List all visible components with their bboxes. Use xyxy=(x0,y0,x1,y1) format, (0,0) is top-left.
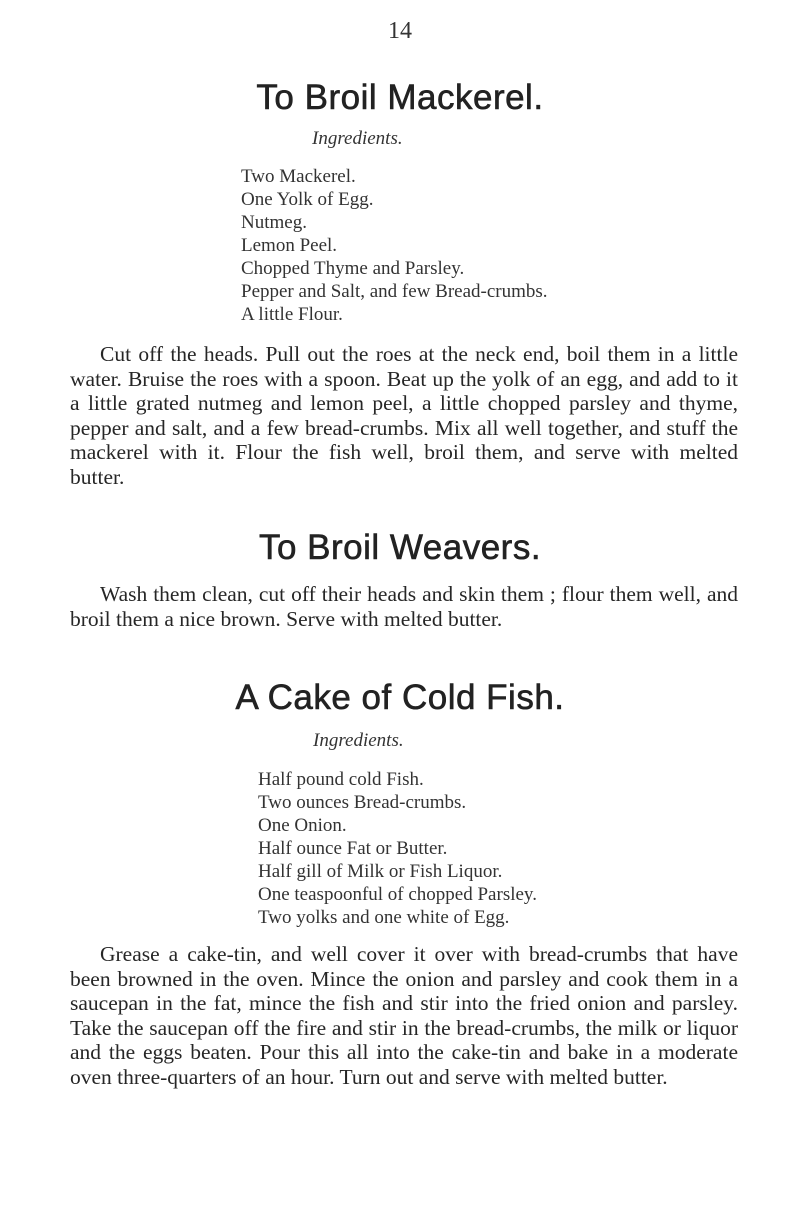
method-paragraph-mackerel: Cut off the heads. Pull out the roes at the neck end, boil them in a little water. Bruise the roes with a spoon. Beat up the yolk of an egg, and add to it a little grated nutmeg and lemon peel, a little chopped parsley and thyme, pepper and salt, and a few bread-crumbs. Mix all well together, and stuff the mackerel with it. Flour the fish well, broil them, and serve with melted butter. xyxy=(70,342,738,489)
recipe-title-broil-mackerel: To Broil Mackerel. xyxy=(256,78,544,117)
recipe-title-broil-weavers: To Broil Weavers. xyxy=(258,528,542,567)
ingredient-list-mackerel xyxy=(241,165,548,326)
ingredients-heading: Ingredients. xyxy=(313,730,404,751)
ingredient-item: Nutmeg. xyxy=(241,212,307,233)
ingredients-heading: Ingredients. xyxy=(312,128,403,149)
ingredient-item: Pepper and Salt, and few Bread-crumbs. xyxy=(241,281,548,302)
method-paragraph-cold-fish: Grease a cake-tin, and well cover it over with bread-crumbs that have been browned in the oven. Mince the onion and parsley and cook them in a saucepan in the fat, mince the fish and stir into the fried onion and parsley. Take the saucepan off the fire and stir in the bread-crumbs, the milk or liquor and the eggs beaten. Pour this all into the cake-tin and bake in a moderate oven three-quarters of an hour. Turn out and serve with melted butter. xyxy=(70,942,738,1089)
ingredient-item: Half pound cold Fish. xyxy=(258,769,424,790)
ingredient-item: Two Mackerel. xyxy=(241,166,356,187)
method-paragraph-weavers: Wash them clean, cut off their heads and skin them ; flour them well, and broil them a nice brown. Serve with melted butter. xyxy=(70,582,738,631)
ingredient-item: Half gill of Milk or Fish Liquor. xyxy=(258,861,503,882)
ingredient-item: Half ounce Fat or Butter. xyxy=(258,838,448,859)
recipe-title-cake-cold-fish: A Cake of Cold Fish. xyxy=(235,678,565,717)
ingredient-item: Two ounces Bread-crumbs. xyxy=(258,792,467,813)
ingredient-item: One Yolk of Egg. xyxy=(241,189,374,210)
ingredient-item: Chopped Thyme and Parsley. xyxy=(241,258,465,279)
ingredient-item: Two yolks and one white of Egg. xyxy=(258,907,510,928)
ingredient-item: Lemon Peel. xyxy=(241,235,338,256)
ingredient-item: One Onion. xyxy=(258,815,347,836)
page-number: 14 xyxy=(388,18,412,44)
ingredient-item: One teaspoonful of chopped Parsley. xyxy=(258,884,537,905)
ingredient-list-cold-fish xyxy=(258,768,537,929)
ingredient-item: A little Flour. xyxy=(241,304,343,325)
